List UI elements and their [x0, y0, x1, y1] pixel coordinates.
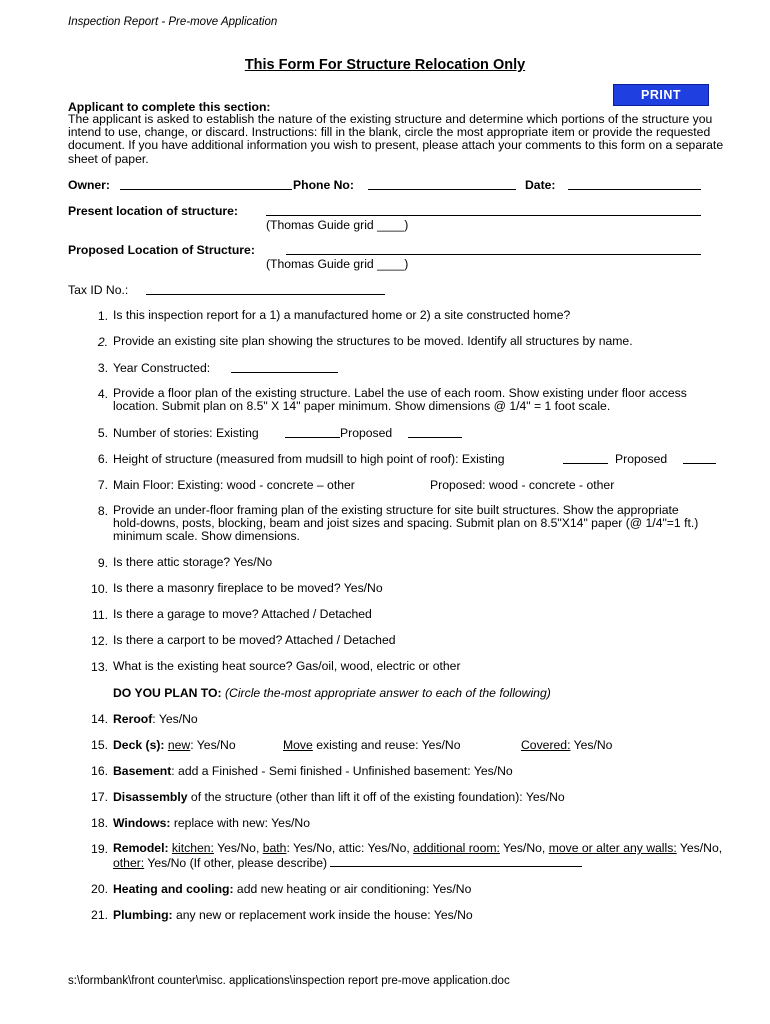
plan-heading-note: (Circle the-most appropriate answer to each of the following) — [224, 686, 551, 700]
item-text: Heating and cooling: add new heating or air conditioning: Yes/No — [113, 882, 472, 896]
intro-paragraph: The applicant is asked to establish the nature of the existing structure and determine which portions of the structure you intend to use, change, or discard. Instructions: fill in the blank, circle the most appropriate item or provide the requested document. If you have additional information you wish to present, please attach your comments to this form on a separate sheet of paper. — [68, 112, 724, 166]
item-text: Disassembly of the structure (other than lift it off of the existing foundation): Yes/No — [113, 790, 565, 804]
item-number: 14. — [91, 712, 108, 726]
item-number: 7. — [97, 478, 108, 492]
form-title: This Form For Structure Relocation Only — [244, 57, 526, 73]
applicant-heading: Applicant to complete this section: — [68, 100, 271, 114]
item-number: 18. — [91, 816, 108, 830]
page-header: Inspection Report - Pre-move Application — [68, 16, 278, 28]
item-text: Reroof: Yes/No — [113, 712, 198, 726]
item-text: Is there a masonry fireplace to be moved? Yes/No — [113, 581, 383, 595]
item-text: Windows: replace with new: Yes/No — [113, 816, 310, 830]
item-number: 19. — [91, 842, 108, 856]
item-text: Proposed: wood - concrete - other — [430, 478, 615, 492]
item-text: Is there a garage to move? Attached / Detached — [113, 607, 372, 621]
item-text: Number of stories: Existing — [113, 426, 259, 440]
item-text: Provide an existing site plan showing the structures to be moved. Identify all structures by name. — [113, 334, 633, 348]
item-text: Basement: add a Finished - Semi finished - Unfinished basement: Yes/No — [113, 764, 513, 778]
item-number: 10. — [91, 582, 108, 596]
date-field[interactable] — [568, 178, 701, 190]
item-text: Move existing and reuse: Yes/No — [283, 738, 461, 752]
item-text: Is there attic storage? Yes/No — [113, 555, 273, 569]
item-text: Proposed — [615, 452, 668, 466]
date-label: Date: — [525, 178, 556, 192]
owner-field[interactable] — [120, 178, 292, 190]
remodel-other-field[interactable] — [330, 855, 582, 867]
item-text: Year Constructed: — [113, 361, 211, 375]
present-location-field[interactable] — [266, 204, 701, 216]
item-text: Main Floor: Existing: wood - concrete – other — [113, 478, 355, 492]
item-text: Deck (s): new: Yes/No — [113, 738, 236, 752]
file-path-footer: s:\formbank\front counter\misc. applications\inspection report pre-move application.doc — [68, 975, 510, 987]
item-number: 9. — [97, 556, 108, 570]
item-number: 16. — [91, 764, 108, 778]
item-number: 21. — [91, 908, 108, 922]
item-number: 13. — [91, 660, 108, 674]
item-text: Remodel: kitchen: Yes/No, bath: Yes/No, attic: Yes/No, additional room: Yes/No, move or alter any walls: Yes/No, other: Yes/No (If other, please describe) — [113, 841, 723, 870]
item-number: 1. — [97, 309, 108, 323]
item-text: Is this inspection report for a 1) a manufactured home or 2) a site constructed home? — [113, 308, 571, 322]
owner-label: Owner: — [68, 178, 110, 192]
item-text: Plumbing: any new or replacement work inside the house: Yes/No — [113, 908, 473, 922]
item-text: Proposed — [340, 426, 393, 440]
plan-heading-label: DO YOU PLAN TO: — [113, 686, 222, 700]
item-number: 5. — [97, 426, 108, 440]
year-constructed-field[interactable] — [231, 361, 338, 373]
item-text: Provide an under-floor framing plan of the existing structure for site built structures. Show the appropriate hold-downs, posts, blocking, beam and joist sizes and spacing. Submit plan on 8.5"X14" paper (@ 1/4"=1 ft.) minimum scale. Show dimensions. — [113, 503, 699, 543]
proposed-location-label: Proposed Location of Structure: — [68, 243, 255, 257]
tax-id-label: Tax ID No.: — [68, 283, 129, 297]
item-number: 12. — [91, 634, 108, 648]
proposed-location-field[interactable] — [286, 243, 701, 255]
print-button[interactable]: PRINT — [613, 84, 709, 106]
item-text: Provide a floor plan of the existing structure. Label the use of each room. Show existing under floor access location. Submit plan on 8.5" X 14" paper minimum. Show dimensions @ 1/4" = 1 foot scale. — [113, 386, 687, 413]
item-number: 15. — [91, 738, 108, 752]
item-text: Covered: Yes/No — [521, 738, 613, 752]
item-number: 17. — [91, 790, 108, 804]
phone-label: Phone No: — [293, 178, 354, 192]
item-number: 3. — [97, 361, 108, 375]
thomas-guide-present: (Thomas Guide grid ____) — [266, 218, 409, 232]
height-proposed-field[interactable] — [683, 452, 716, 464]
item-number: 4. — [97, 387, 108, 401]
phone-field[interactable] — [368, 178, 516, 190]
item-text: Height of structure (measured from mudsill to high point of roof): Existing — [113, 452, 505, 466]
item-number: 20. — [91, 882, 108, 896]
item-number: 8. — [97, 504, 108, 518]
item-number: 6. — [97, 452, 108, 466]
present-location-label: Present location of structure: — [68, 204, 238, 218]
tax-id-field[interactable] — [146, 283, 385, 295]
stories-existing-field[interactable] — [285, 426, 340, 438]
item-text: What is the existing heat source? Gas/oil, wood, electric or other — [113, 659, 461, 673]
height-existing-field[interactable] — [563, 452, 608, 464]
item-number: 11. — [91, 608, 108, 622]
stories-proposed-field[interactable] — [408, 426, 462, 438]
plan-heading — [113, 686, 551, 700]
item-number: 2. — [97, 335, 108, 349]
item-text: Is there a carport to be moved? Attached / Detached — [113, 633, 396, 647]
thomas-guide-proposed: (Thomas Guide grid ____) — [266, 257, 409, 271]
